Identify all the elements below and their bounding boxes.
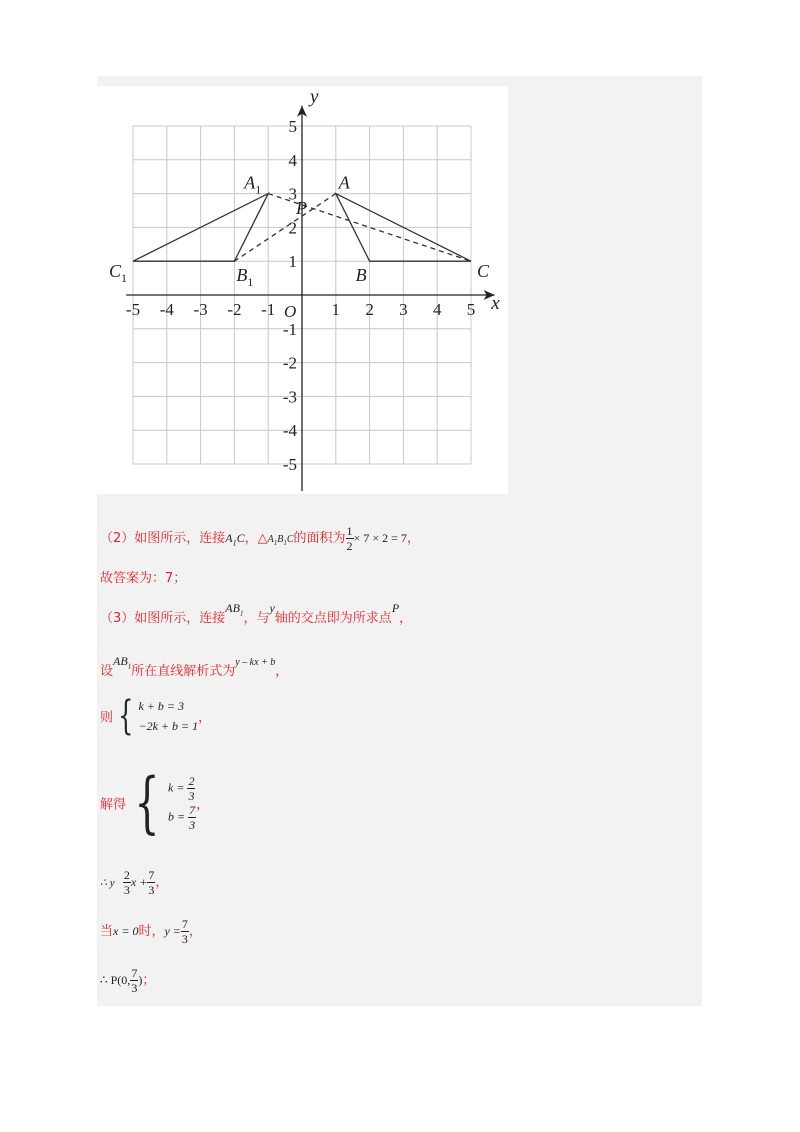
y-tick-label: -3: [282, 387, 297, 407]
x-tick-label: -3: [193, 300, 208, 319]
subscript: 1: [247, 275, 254, 290]
text-part2-intro: （2）如图所示，连接: [100, 531, 226, 546]
tick-labels: [126, 86, 500, 474]
comma: ，: [275, 664, 289, 679]
text-solve: 解得: [100, 797, 127, 813]
x-tick-label: -4: [159, 300, 174, 319]
y-tick-label: 2: [288, 218, 297, 238]
point-label-a: A: [338, 172, 350, 193]
triangle-symbol: ，△: [244, 531, 268, 546]
b-eq: b =: [168, 809, 186, 824]
text-part3-intro: （3）如图所示，连接: [100, 611, 226, 626]
solution-system: [168, 774, 196, 832]
x-tick-label: 5: [466, 300, 476, 319]
denominator: 3: [148, 883, 155, 897]
denominator: 3: [123, 883, 130, 897]
sub: 1: [239, 609, 244, 618]
y-tick-label: 3: [288, 184, 297, 204]
y-tick-label: -4: [282, 421, 297, 441]
numerator: 7: [181, 917, 188, 931]
line-part2: [100, 524, 420, 553]
sub1: 1: [273, 539, 278, 547]
seg-a1c: [225, 531, 245, 548]
y-tick-label: -2: [282, 353, 297, 373]
brace: {: [118, 693, 134, 739]
line-assume: [100, 654, 289, 680]
b: B: [277, 534, 284, 545]
fraction: [187, 774, 195, 803]
y-eq: y =: [164, 924, 181, 938]
axes: [126, 106, 494, 491]
comma: ，: [198, 710, 212, 726]
equation-2: −2k + b = 1: [138, 719, 199, 733]
answer-line: 故答案为：7；: [100, 571, 187, 586]
line-solve: [100, 764, 210, 841]
y-tick-label: 1: [288, 252, 297, 272]
y-tick-label: -5: [282, 455, 297, 474]
text-time: 时，: [138, 924, 165, 939]
point-label-p: P: [296, 198, 307, 219]
point-label-b1: $B_1$: [236, 265, 254, 290]
area-expression: × 7 × 2 = 7: [353, 531, 407, 545]
coordinate-plane: [97, 86, 508, 494]
numerator: 7: [148, 868, 155, 882]
x-tick-label: -2: [227, 300, 242, 319]
ab: AB: [225, 601, 240, 615]
numerator: 2: [123, 868, 130, 882]
denominator: 3: [131, 981, 138, 995]
x-axis-label: x: [491, 293, 500, 314]
fraction-2-3: [123, 868, 131, 897]
text-area-is: 的面积为: [293, 531, 346, 546]
semicolon: ；: [142, 973, 156, 988]
point-label-a1: $A_1$: [244, 172, 262, 197]
equation-system: [138, 696, 198, 736]
sub2: 1: [283, 539, 287, 547]
therefore-y: ∴ y: [100, 877, 115, 889]
point-label-b: B: [355, 265, 367, 286]
denominator: 3: [188, 789, 195, 803]
x-tick-label: 2: [365, 300, 374, 319]
numerator: 7: [189, 803, 196, 817]
subscript: 1: [121, 271, 128, 286]
line-point-p: [100, 966, 155, 995]
denominator: 2: [346, 539, 353, 553]
sub: 1: [232, 538, 237, 548]
x-tick-label: 3: [399, 300, 408, 319]
text-line-equation: 所在直线解析式为: [131, 664, 236, 679]
close-paren: ): [138, 973, 143, 987]
sub: 1: [127, 662, 132, 671]
x-tick-label: -1: [261, 300, 276, 319]
equation-form: y – kx + b: [235, 657, 276, 668]
k-eq: k =: [168, 780, 185, 795]
denominator: 3: [189, 818, 196, 832]
solution-b: [168, 803, 196, 832]
brace: {: [134, 764, 160, 841]
point-labels: [109, 173, 490, 290]
comma: ，: [188, 924, 202, 939]
numerator: 2: [188, 774, 195, 788]
y-axis-label: y: [310, 86, 319, 108]
text-then: 则: [100, 710, 114, 726]
comma: ，: [406, 531, 420, 546]
text-let: 设: [100, 664, 114, 679]
comma: ，: [196, 797, 210, 813]
point-p-symbol: P: [391, 601, 400, 615]
numerator: 1: [346, 524, 353, 538]
equation-1: k + b = 3: [138, 699, 184, 713]
line-system: [100, 693, 212, 739]
coordinate-figure: [97, 86, 508, 494]
line-when: [100, 917, 202, 946]
comma: ，: [155, 875, 169, 890]
c: C: [236, 531, 245, 545]
solution-k: [168, 774, 196, 803]
point-label-c: C: [477, 261, 490, 282]
y-tick-label: 5: [288, 117, 297, 136]
x-tick-label: 1: [331, 300, 341, 319]
comma: ，: [399, 611, 413, 626]
triangle-a1b1c: [268, 534, 294, 545]
fraction-half: [346, 524, 354, 553]
y-tick-label: -1: [282, 319, 297, 339]
seg-ab1: [225, 601, 244, 618]
x-tick-label: -5: [125, 300, 141, 319]
ab: AB: [113, 654, 128, 668]
subscript: 1: [255, 182, 262, 197]
fraction: [188, 803, 196, 832]
x-eq-0: x = 0: [113, 924, 139, 938]
c: C: [286, 534, 294, 545]
x-plus: x +: [130, 875, 148, 889]
text-when: 当: [100, 924, 114, 939]
line-therefore-y: [100, 868, 168, 897]
denominator: 3: [181, 932, 188, 946]
y-tick-label: 4: [288, 150, 297, 170]
text-with: ，与: [243, 611, 270, 626]
point-label-c1: $C_1$: [109, 261, 128, 286]
text-intersection: 轴的交点即为所求点: [274, 611, 392, 626]
line-part3: [100, 601, 413, 627]
therefore-p: ∴ P(0,: [100, 973, 131, 987]
origin-label: O: [284, 302, 297, 321]
y-axis-symbol: y: [269, 601, 275, 615]
fraction-7-3: [181, 917, 189, 946]
a: A: [225, 531, 233, 545]
seg-ab1: [113, 654, 132, 671]
a: A: [267, 534, 274, 545]
numerator: 7: [131, 966, 138, 980]
x-tick-label: 4: [432, 300, 442, 319]
